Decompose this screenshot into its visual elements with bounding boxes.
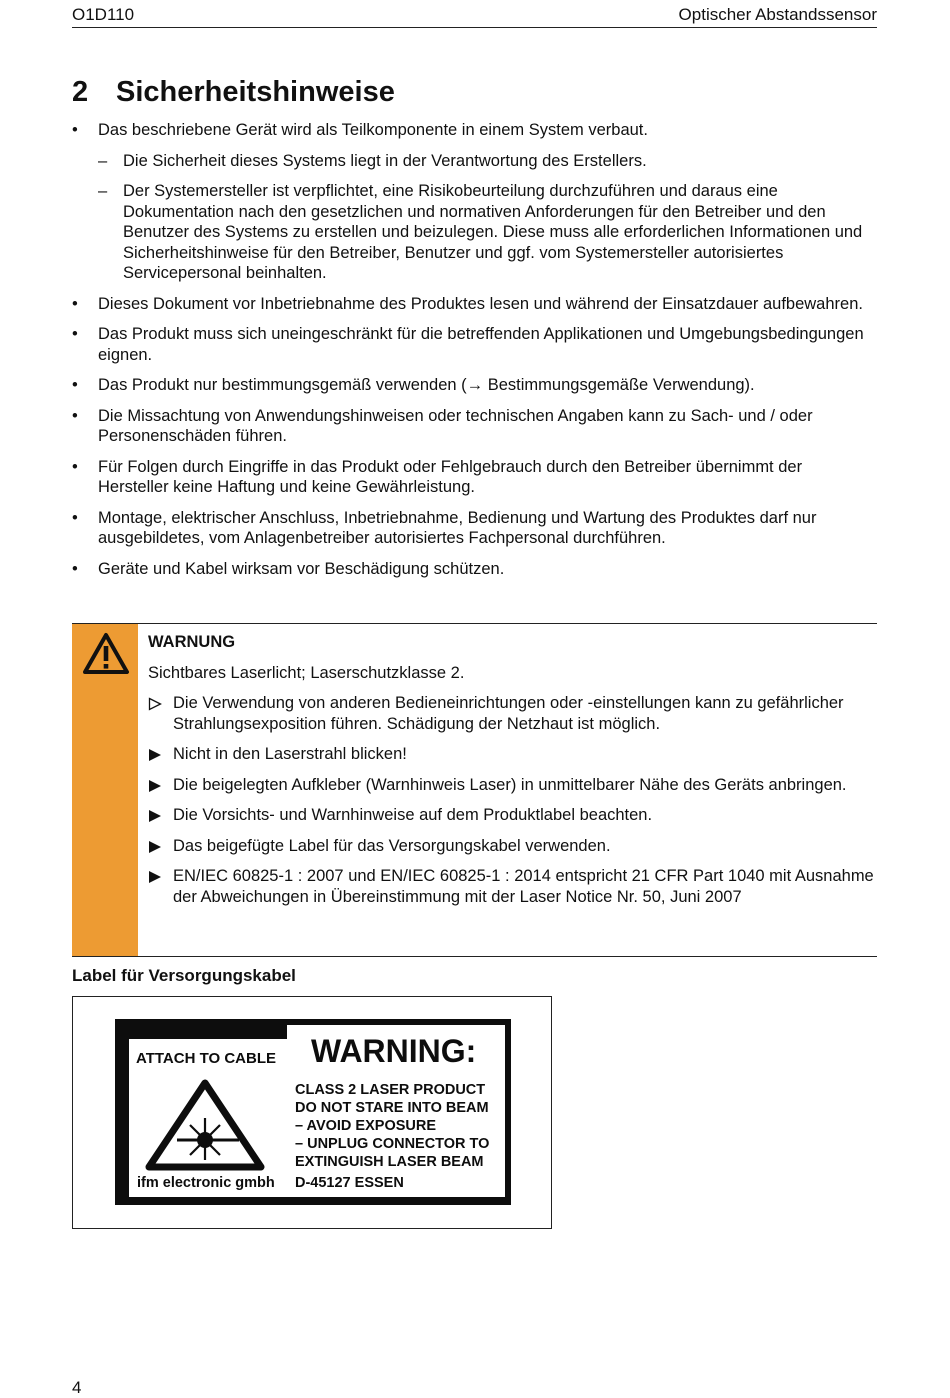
list-item	[72, 375, 877, 396]
label-line: – AVOID EXPOSURE	[295, 1118, 437, 1134]
bullet-marker: •	[72, 121, 78, 139]
list-item	[72, 457, 877, 498]
warning-action-text: EN/IEC 60825-1 : 2007 und EN/IEC 60825-1 : 2014 entspricht 21 CFR Part 1040 mit Ausnahme der Abweichungen in Übereinstimmung mit der Laser Notice Nr. 50, Juni 2007	[173, 867, 874, 906]
list-item-text: Dieses Dokument vor Inbetriebnahme des Produktes lesen und während der Einsatzdauer aufbewahren.	[98, 294, 863, 313]
warning-consequence	[148, 693, 877, 734]
filled-triangle-icon	[148, 779, 162, 793]
sub-list-item	[72, 181, 877, 284]
warning-action	[148, 744, 877, 765]
label-line: DO NOT STARE INTO BEAM	[295, 1100, 489, 1116]
warning-content	[148, 632, 877, 917]
warning-box	[72, 623, 877, 957]
bullet-marker: •	[72, 457, 78, 476]
list-item-text: Der Systemersteller ist verpflichtet, eine Risikobeurteilung durchzuführen und daraus eine Dokumentation nach den gesetzlichen und normativen Anforderungen für den Betreiber und den Benutzer des Systems zu erstellen und beizulegen. Diese muss alle erforderlichen Informationen und Sicherheitshinweise für den Betreiber, Benutzer und ggf. vom Systemersteller autorisiertes Servicepersonal beinhalten.	[123, 182, 863, 282]
document-title: Optischer Abstandssensor	[678, 5, 877, 24]
label-line: EXTINGUISH LASER BEAM	[295, 1154, 484, 1170]
bullet-marker: •	[72, 294, 78, 313]
warning-action	[148, 775, 877, 796]
warning-consequence-text: Die Verwendung von anderen Bedieneinrichtungen oder -einstellungen kann zu gefährlicher Strahlungsexposition führen. Schädigung der Netzhaut ist möglich.	[173, 694, 844, 733]
warning-action	[148, 836, 877, 857]
filled-triangle-icon	[148, 748, 162, 762]
company-text: ifm electronic gmbh	[137, 1175, 275, 1191]
cable-label-image	[73, 997, 551, 1228]
warning-action-text: Die beigelegten Aufkleber (Warnhinweis Laser) in unmittelbarer Nähe des Geräts anbringen.	[173, 775, 847, 794]
header-divider	[72, 27, 877, 28]
dash-marker: –	[98, 182, 108, 200]
section-title: Sicherheitshinweise	[116, 76, 395, 108]
list-item	[72, 294, 877, 315]
list-item-text: Montage, elektrischer Anschluss, Inbetriebnahme, Bedienung und Wartung des Produktes darf nur ausgebildetes, vom Anlagenbetreiber autorisiertes Fachpersonal durchführen.	[98, 508, 817, 547]
list-item	[72, 559, 877, 580]
warning-action	[148, 805, 877, 826]
section-heading	[72, 76, 395, 109]
cable-label-figure	[72, 996, 552, 1229]
list-item-text: Das Produkt nur bestimmungsgemäß verwenden (→ Bestimmungsgemäße Verwendung).	[98, 376, 755, 394]
bullet-marker: •	[72, 508, 78, 527]
warning-action-text: Nicht in den Laserstrahl blicken!	[173, 745, 407, 763]
filled-triangle-icon	[148, 809, 162, 823]
filled-triangle-icon	[148, 840, 162, 854]
document-id: O1D110	[72, 5, 135, 24]
section-number: 2	[72, 76, 89, 108]
safety-notes-list	[72, 120, 877, 589]
warning-triangle-icon	[82, 632, 130, 676]
warning-action-text: Die Vorsichts- und Warnhinweise auf dem Produktlabel beachten.	[173, 806, 653, 824]
list-item-text: Geräte und Kabel wirksam vor Beschädigung schützen.	[98, 559, 505, 578]
attach-text: ATTACH TO CABLE	[136, 1050, 276, 1067]
list-item	[72, 406, 877, 447]
list-item-text: Das Produkt muss sich uneingeschränkt für die betreffenden Applikationen und Umgebungsbedingungen eignen.	[98, 325, 864, 364]
bullet-marker: •	[72, 406, 78, 425]
list-item	[72, 120, 877, 141]
sub-list-item	[72, 151, 877, 172]
address-text: D-45127 ESSEN	[295, 1175, 404, 1191]
open-triangle-icon	[148, 697, 162, 711]
warning-title: WARNUNG	[148, 633, 236, 651]
warning-stripe	[72, 624, 138, 956]
dash-marker: –	[98, 151, 108, 170]
label-line: CLASS 2 LASER PRODUCT	[295, 1082, 486, 1098]
warning-subtitle: Sichtbares Laserlicht; Laserschutzklasse 2.	[148, 663, 465, 682]
filled-triangle-icon	[148, 870, 162, 884]
label-line: – UNPLUG CONNECTOR TO	[295, 1136, 490, 1152]
warning-action	[148, 866, 877, 907]
list-item-text: Die Sicherheit dieses Systems liegt in der Verantwortung des Erstellers.	[123, 151, 647, 170]
bullet-marker: •	[72, 376, 78, 394]
page-number: 4	[72, 1378, 82, 1397]
list-item	[72, 324, 877, 365]
cable-label-heading: Label für Versorgungskabel	[72, 966, 296, 985]
list-item-text: Das beschriebene Gerät wird als Teilkomponente in einem System verbaut.	[98, 121, 648, 139]
list-item-text: Die Missachtung von Anwendungshinweisen oder technischen Angaben kann zu Sach- und / oder Personenschäden führen.	[98, 406, 813, 445]
list-item-text: Für Folgen durch Eingriffe in das Produkt oder Fehlgebrauch durch den Betreiber übernimmt der Hersteller keine Haftung und keine Gewährleistung.	[98, 457, 803, 496]
bullet-marker: •	[72, 559, 78, 578]
warning-action-text: Das beigefügte Label für das Versorgungskabel verwenden.	[173, 836, 611, 855]
bullet-marker: •	[72, 325, 78, 343]
warning-text: WARNING:	[311, 1033, 477, 1069]
list-item	[72, 508, 877, 549]
